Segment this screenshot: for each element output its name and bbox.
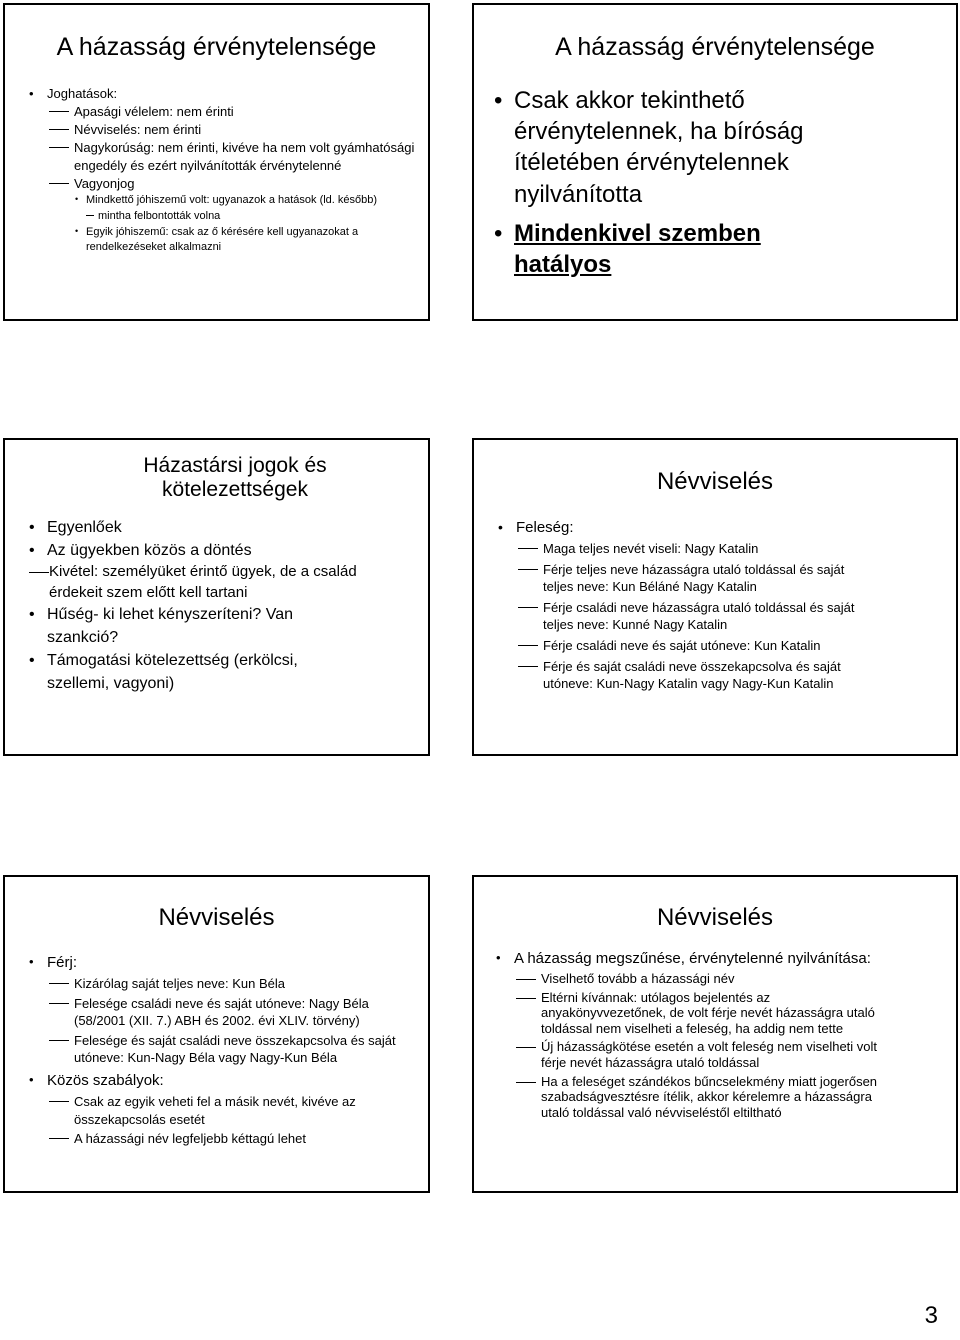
slide-4 (472, 438, 958, 756)
sub-item: Férje teljes neve házasságra utaló toldással és saját teljes neve: Kun Béláné Nagy Katalin (516, 561, 876, 596)
sub-item: Maga teljes nevét viseli: Nagy Katalin (516, 540, 876, 558)
slide-3 (3, 438, 430, 756)
bullet-text: Az ügyekben közös a döntés (47, 542, 252, 560)
sub-item: Férje és saját családi neve összekapcsolva és saját utóneve: Kun-Nagy Katalin vagy Nagy-Kun Katalin (516, 658, 876, 693)
bullet-text-emphasis: Mindenkivel szemben hatályos (514, 219, 761, 278)
bullet-text: Férj: (47, 954, 77, 971)
slide-5 (3, 875, 430, 1193)
sub-item: Csak az egyik veheti fel a másik nevét, kivéve az összekapcsolás esetét (47, 1093, 397, 1128)
bullet-item: • Támogatási kötelezettség (erkölcsi, szellemi, vagyoni) (27, 649, 362, 695)
bullet-text: Feleség: (516, 519, 574, 536)
sub-item (47, 175, 422, 257)
slide-content (488, 85, 808, 280)
sub-item: Kizárólag saját teljes neve: Kun Béla (47, 975, 397, 993)
sub-item: A házassági név legfeljebb kéttagú lehet (47, 1130, 397, 1148)
slide-content (27, 85, 422, 256)
nested-item: • Egyik jóhiszemű: csak az ő kérésére kell ugyanazokat a rendelkezéseket alkalmazni (74, 225, 422, 257)
sub-item: Kivétel: személyüket érintő ügyek, de a család érdekeit szem előtt kell tartani (27, 562, 362, 603)
bullet-item (27, 1071, 397, 1148)
bullet-text: Közös szabályok: (47, 1071, 164, 1089)
sub-item: Nagykorúság: nem érinti, kivéve ha nem volt gyámhatósági engedély és ezért nyilvánították érvénytelenné (47, 139, 422, 175)
bullet-item: • Egyenlőek (27, 516, 362, 539)
slide-1 (3, 3, 430, 321)
sub-item: Névviselés: nem érinti (47, 121, 422, 139)
slide-title: Házastársi jogok és kötelezettségek (143, 454, 327, 502)
deep-item: mintha felbontották volna (86, 209, 422, 225)
nested-item-text: Mindkettő jóhiszemű volt: ugyanazok a hatások (ld. később) (86, 193, 378, 206)
slide-content (27, 953, 397, 1148)
slide-title: Névviselés (656, 904, 774, 931)
sub-item-text: Vagyonjog (74, 175, 135, 191)
sub-item: Viselhető tovább a házassági név (514, 971, 884, 987)
sub-item: Férje családi neve házasságra utaló toldással és saját teljes neve: Kunné Nagy Katalin (516, 599, 876, 634)
nested-item (74, 193, 422, 225)
sub-item: Felesége és saját családi neve összekapcsolva és saját utóneve: Kun-Nagy Béla vagy Nagy-Kun Béla (47, 1032, 397, 1067)
slide-title: A házasság érvénytelensége (555, 33, 875, 61)
bullet-item (27, 85, 422, 256)
sub-item: Ha a feleséget szándékos bűncselekmény miatt jogerősen szabadságvesztésre ítélik, akkor kérelemre a házasságra utaló toldással való névviseléstől eltiltható (514, 1074, 884, 1121)
bullet-text: A házasság megszűnése, érvénytelenné nyilvánítása: (514, 950, 871, 967)
slide-content (494, 950, 884, 1120)
bullet-item: • Hűség- ki lehet kényszeríteni? Van szankció? (27, 603, 362, 649)
sub-item: Eltérni kívánnak: utólagos bejelentés az anyakönyvvezetőnek, de volt férje nevét házasságra utaló toldással nem viselheti a feleség, ha addig nem tette (514, 990, 884, 1037)
slide-2 (472, 3, 958, 321)
sub-item: Férje családi neve és saját utóneve: Kun Katalin (516, 637, 876, 655)
sub-item: Új házasságkötése esetén a volt feleség nem viselheti volt férje nevét házasságra utaló toldással (514, 1039, 884, 1070)
bullet-item (496, 518, 876, 693)
slide-6 (472, 875, 958, 1193)
page-number: 3 (924, 1302, 938, 1329)
slide-content (27, 516, 362, 696)
sub-item: Felesége családi neve és saját utóneve: Nagy Béla (58/2001 (XII. 7.) ABH és 2002. évi XLIV. törvény) (47, 995, 397, 1030)
bullet-item (488, 218, 808, 280)
slide-title: A házasság érvénytelensége (56, 33, 377, 61)
sub-item: Apasági vélelem: nem érinti (47, 103, 422, 121)
slide-title: Névviselés (656, 468, 774, 495)
bullet-item (27, 539, 362, 603)
bullet-item (494, 950, 884, 1120)
slide-title: Névviselés (158, 904, 275, 931)
slide-content (496, 518, 876, 693)
bullet-item (27, 953, 397, 1067)
bullet-text: Joghatások: (47, 86, 118, 101)
bullet-item: • Csak akkor tekinthető érvénytelennek, ha bíróság ítéletében érvénytelennek nyilvánította (488, 85, 808, 210)
